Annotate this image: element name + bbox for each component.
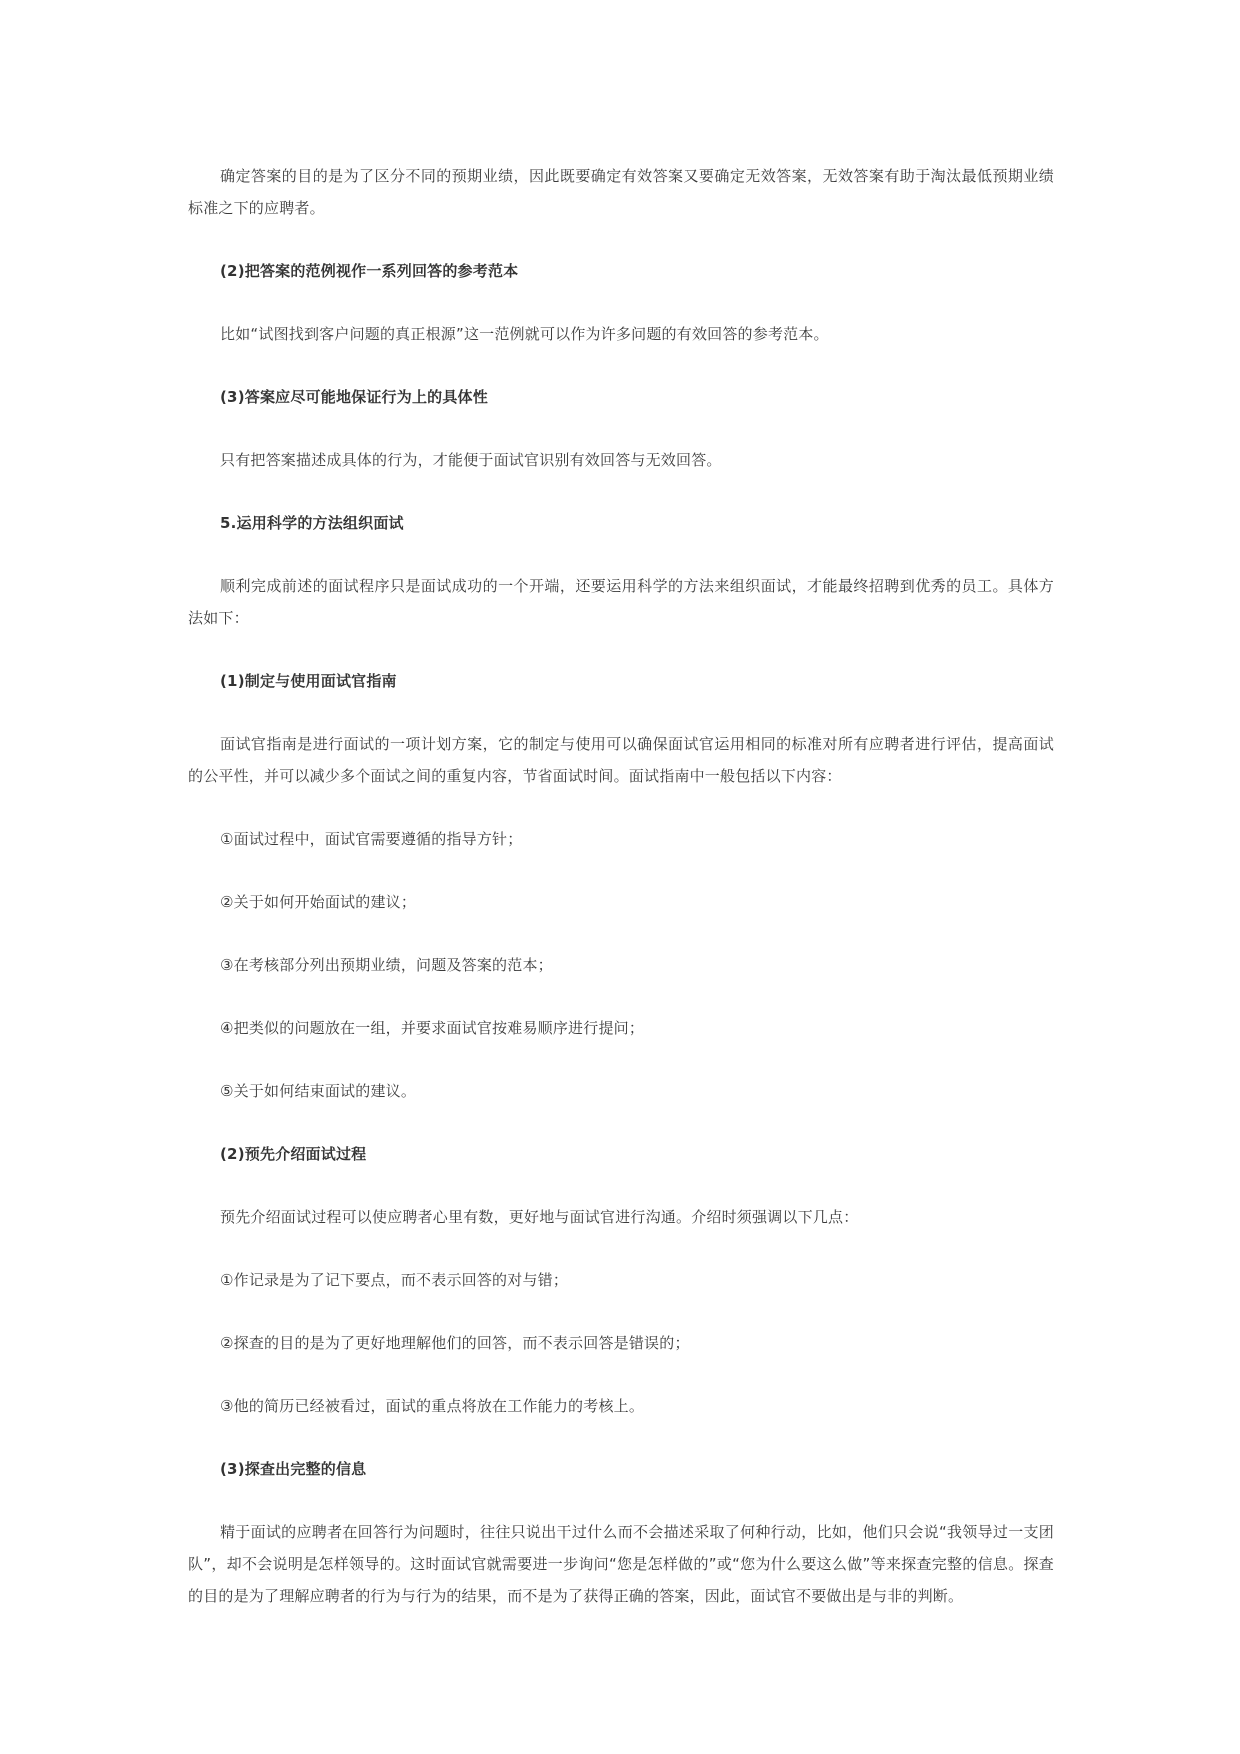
heading-interviewer-guide: (1)制定与使用面试官指南 [220, 672, 397, 690]
list-item-guide-4: ④把类似的问题放在一组，并要求面试官按难易顺序进行提问； [220, 1019, 645, 1037]
list-item-emphasis-2: ②探查的目的是为了更好地理解他们的回答，而不表示回答是错误的； [220, 1334, 690, 1352]
paragraph-specific-behavior: 只有把答案描述成具体的行为，才能便于面试官识别有效回答与无效回答。 [220, 451, 722, 469]
list-item-guide-5: ⑤关于如何结束面试的建议。 [220, 1082, 417, 1100]
paragraph-scientific-method: 顺利完成前述的面试程序只是面试成功的一个开端，还要运用科学的方法来组织面试，才能最终招聘到优秀的员工。具体方法如下： [188, 577, 1054, 627]
list-item-guide-1: ①面试过程中，面试官需要遵循的指导方针； [220, 830, 523, 848]
heading-scientific-method: 5.运用科学的方法组织面试 [220, 514, 404, 532]
paragraph-interviewer-guide: 面试官指南是进行面试的一项计划方案，它的制定与使用可以确保面试官运用相同的标准对所有应聘者进行评估，提高面试的公平性，并可以减少多个面试之间的重复内容，节省面试时间。面试指南中一般包括以下内容： [188, 735, 1054, 785]
paragraph-example-reference: 比如“试图找到客户问题的真正根源”这一范例就可以作为许多问题的有效回答的参考范本。 [220, 325, 829, 343]
list-item-emphasis-3: ③他的简历已经被看过，面试的重点将放在工作能力的考核上。 [220, 1397, 645, 1415]
list-item-guide-2: ②关于如何开始面试的建议； [220, 893, 417, 911]
list-item-guide-3: ③在考核部分列出预期业绩，问题及答案的范本； [220, 956, 553, 974]
heading-introduce-process: (2)预先介绍面试过程 [220, 1145, 367, 1163]
paragraph-probe-information: 精于面试的应聘者在回答行为问题时，往往只说出干过什么而不会描述采取了何种行动，比如，他们只会说“我领导过一支团队”，却不会说明是怎样领导的。这时面试官就需要进一步询问“您是怎样做的”或“您为什么要这么做”等来探查完整的信息。探查的目的是为了理解应聘者的行为与行为的结果，而不是为了获得正确的答案，因此，面试官不要做出是与非的判断。 [188, 1523, 1054, 1605]
document-body [188, 160, 1054, 1643]
heading-probe-information: (3)探查出完整的信息 [220, 1460, 367, 1478]
paragraph-introduce-process: 预先介绍面试过程可以使应聘者心里有数，更好地与面试官进行沟通。介绍时须强调以下几点： [220, 1208, 859, 1226]
paragraph-answer-purpose: 确定答案的目的是为了区分不同的预期业绩，因此既要确定有效答案又要确定无效答案，无效答案有助于淘汰最低预期业绩标准之下的应聘者。 [188, 167, 1054, 217]
heading-behavior-specificity: (3)答案应尽可能地保证行为上的具体性 [220, 388, 488, 406]
list-item-emphasis-1: ①作记录是为了记下要点，而不表示回答的对与错； [220, 1271, 569, 1289]
heading-answer-examples: (2)把答案的范例视作一系列回答的参考范本 [220, 262, 519, 280]
